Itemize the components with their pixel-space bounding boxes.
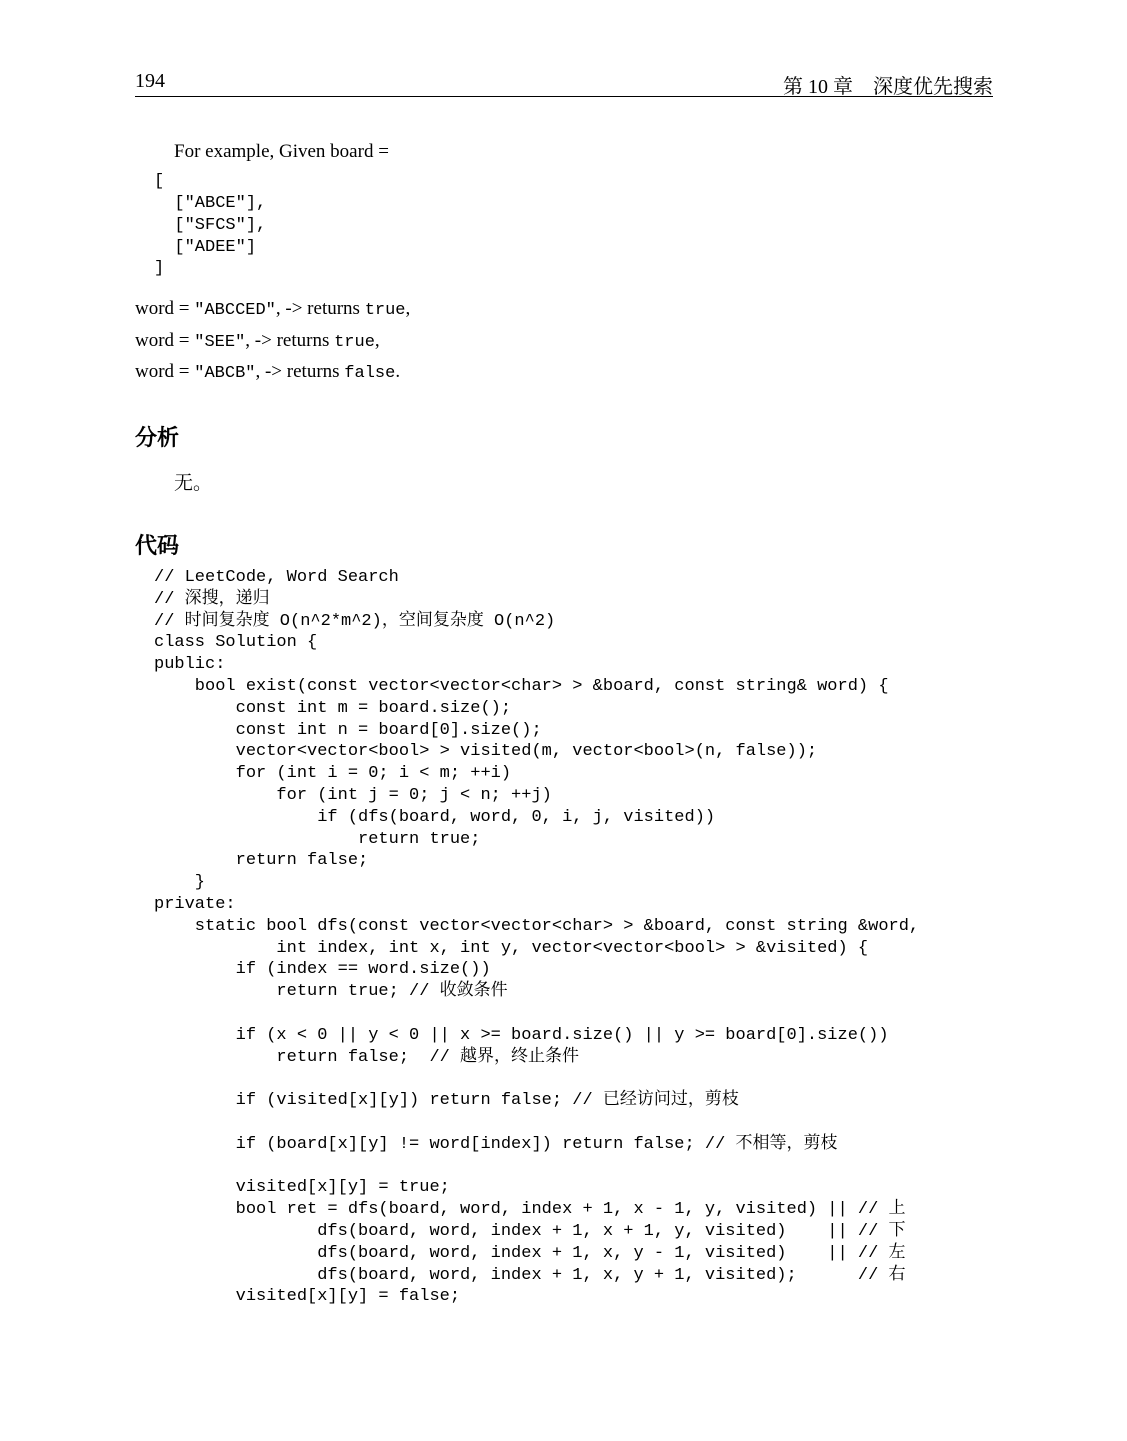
code-line: bool ret = dfs(board, word, index + 1, x - 1, y, visited) || // 上 — [154, 1200, 906, 1220]
board-line: ["SFCS"], — [154, 216, 267, 235]
word-prefix: word = — [135, 361, 195, 382]
word-suffix: , — [405, 298, 411, 319]
code-line: bool exist(const vector<vector<char> > &board, const string& word) { — [154, 676, 889, 696]
word-value: "ABCCED" — [194, 301, 276, 320]
code-line: // LeetCode, Word Search — [154, 568, 399, 587]
code-line — [154, 1112, 919, 1134]
word-suffix: , — [374, 330, 380, 351]
word-example — [135, 330, 380, 352]
word-middle: , -> returns — [245, 330, 335, 351]
code-line: if (dfs(board, word, 0, i, j, visited)) — [154, 807, 716, 827]
code-line: dfs(board, word, index + 1, x, y + 1, visited); // 右 — [154, 1265, 906, 1285]
code-line: // 深搜，递归 — [154, 589, 270, 609]
code-heading: 代码 — [135, 534, 180, 559]
code-line: return false; // 越界，终止条件 — [154, 1047, 580, 1067]
example-intro: For example, Given board = — [174, 141, 389, 162]
word-value: "SEE" — [194, 333, 246, 352]
code-line: if (x < 0 || y < 0 || x >= board.size() || y >= board[0].size()) — [154, 1025, 889, 1045]
code-line: vector<vector<bool> > visited(m, vector<bool>(n, false)); — [154, 742, 818, 762]
word-example — [135, 361, 400, 383]
code-line: if (index == word.size()) — [154, 960, 491, 980]
code-line: dfs(board, word, index + 1, x + 1, y, visited) || // 下 — [154, 1221, 906, 1241]
code-line: // 时间复杂度 O(n^2*m^2)，空间复杂度 O(n^2) — [154, 611, 556, 631]
chapter-title: 第 10 章 深度优先搜索 — [783, 76, 993, 98]
word-result: true — [364, 301, 406, 320]
word-result: true — [334, 333, 375, 352]
code-line: dfs(board, word, index + 1, x, y - 1, visited) || // 左 — [154, 1243, 906, 1263]
page-header — [135, 68, 993, 97]
code-line: } — [154, 873, 206, 893]
page-number: 194 — [135, 70, 165, 92]
word-suffix: . — [395, 361, 401, 382]
word-example — [135, 298, 410, 320]
code-line: for (int i = 0; i < m; ++i) — [154, 764, 512, 784]
code-line: visited[x][y] = false; — [154, 1287, 461, 1307]
code-line: if (visited[x][y]) return false; // 已经访问过，剪枝 — [154, 1091, 739, 1111]
code-line: const int n = board[0].size(); — [154, 720, 542, 740]
code-line: public: — [154, 655, 226, 675]
code-line: for (int j = 0; j < n; ++j) — [154, 785, 552, 805]
code-line: return true; — [154, 829, 481, 849]
code-line: return true; // 收敛条件 — [154, 982, 508, 1002]
board-line: ["ADEE"] — [154, 238, 257, 257]
word-prefix: word = — [135, 298, 195, 319]
word-value: "ABCB" — [194, 364, 256, 383]
analysis-body: 无。 — [174, 472, 213, 494]
code-line: class Solution { — [154, 633, 318, 653]
code-line: if (board[x][y] != word[index]) return false; // 不相等，剪枝 — [154, 1134, 838, 1154]
word-result: false — [344, 364, 396, 383]
code-line: private: — [154, 894, 236, 914]
code-block — [154, 567, 919, 1308]
code-line: visited[x][y] = true; — [154, 1178, 450, 1198]
code-line: int index, int x, int y, vector<vector<bool> > &visited) { — [154, 938, 869, 958]
code-line — [154, 1003, 919, 1025]
code-line — [154, 1156, 919, 1178]
board-line: ] — [154, 259, 165, 278]
code-line: const int m = board.size(); — [154, 698, 512, 718]
analysis-heading: 分析 — [135, 426, 180, 451]
word-middle: , -> returns — [275, 298, 365, 319]
code-line — [154, 1068, 919, 1090]
board-line: ["ABCE"], — [154, 194, 267, 213]
code-line: static bool dfs(const vector<vector<char> > &board, const string &word, — [154, 916, 920, 936]
board-line: [ — [154, 172, 165, 191]
word-prefix: word = — [135, 330, 195, 351]
code-line: return false; — [154, 851, 369, 871]
word-middle: , -> returns — [255, 361, 345, 382]
